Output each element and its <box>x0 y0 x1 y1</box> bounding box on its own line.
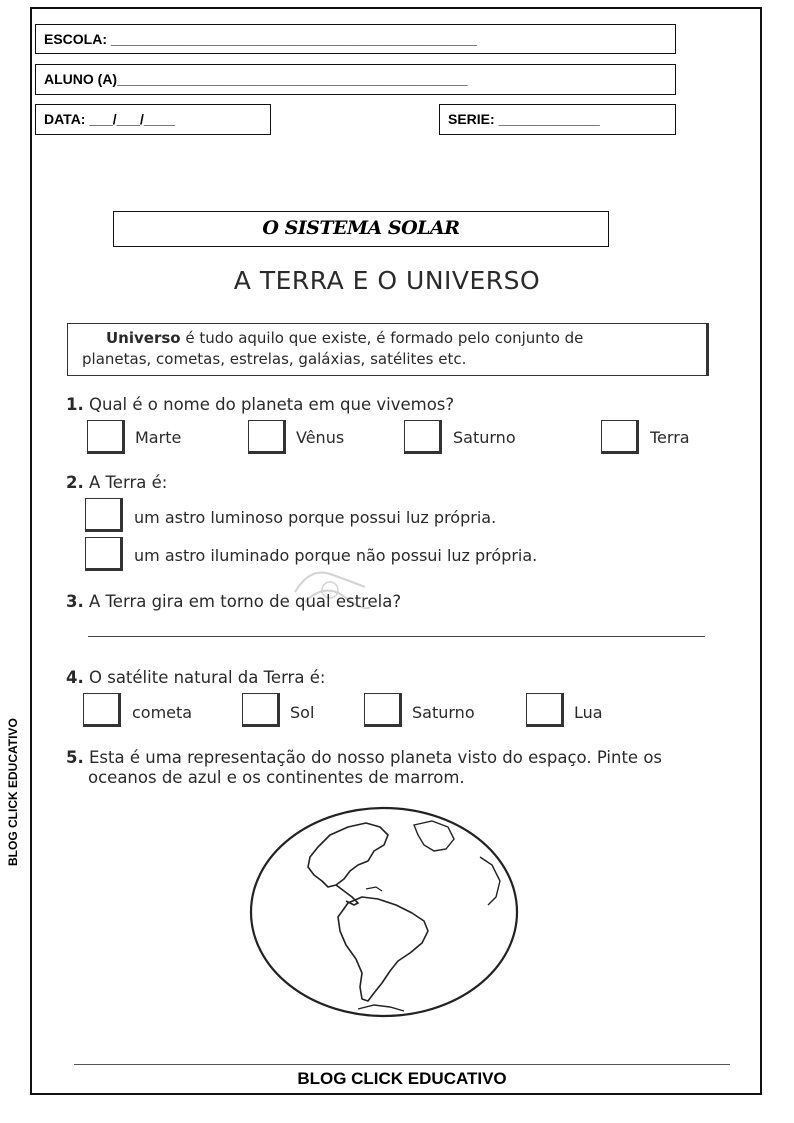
aluno-field[interactable] <box>35 64 676 95</box>
worksheet-subtitle: A TERRA E O UNIVERSO <box>233 266 541 295</box>
question-1-number: 1. <box>66 395 84 414</box>
q4-option-lua: Lua <box>574 703 603 722</box>
definition-box <box>67 323 709 376</box>
q2-checkbox-iluminado[interactable] <box>85 537 123 571</box>
question-5 <box>66 748 662 767</box>
q3-answer-line[interactable] <box>88 636 705 637</box>
q2-option-luminoso: um astro luminoso porque possui luz própria. <box>134 508 497 527</box>
q1-option-marte: Marte <box>135 428 182 447</box>
worksheet-title: O SISTEMA SOLAR <box>113 211 609 247</box>
serie-field[interactable] <box>439 104 676 135</box>
q4-option-cometa: cometa <box>132 703 193 722</box>
q1-option-saturno: Saturno <box>453 428 516 447</box>
q1-checkbox-venus[interactable] <box>248 420 286 454</box>
question-5-text-line1: Esta é uma representação do nosso planeta visto do espaço. Pinte os <box>83 748 663 767</box>
question-3-text: A Terra gira em torno de qual estrela? <box>83 592 402 611</box>
question-3-number: 3. <box>66 592 84 611</box>
question-1 <box>66 395 454 414</box>
question-2-text: A Terra é: <box>83 473 168 492</box>
q4-option-sol: Sol <box>290 703 315 722</box>
serie-label: SERIE: _____________ <box>448 111 600 127</box>
data-label: DATA: ___/___/____ <box>44 111 175 127</box>
q1-option-venus: Vênus <box>296 428 345 447</box>
escola-field[interactable] <box>35 24 676 54</box>
q1-option-terra: Terra <box>650 428 690 447</box>
q4-option-saturno: Saturno <box>412 703 475 722</box>
question-4-text: O satélite natural da Terra é: <box>83 668 326 687</box>
earth-globe-drawing[interactable] <box>248 805 520 1019</box>
q4-checkbox-cometa[interactable] <box>83 693 121 727</box>
q1-checkbox-marte[interactable] <box>87 420 125 454</box>
question-5-number: 5. <box>66 748 84 767</box>
question-4-number: 4. <box>66 668 84 687</box>
question-4 <box>66 668 325 687</box>
side-watermark: BLOG CLICK EDUCATIVO <box>6 718 20 866</box>
footer-brand: BLOG CLICK EDUCATIVO <box>297 1069 507 1088</box>
q2-option-iluminado: um astro iluminado porque não possui luz própria. <box>134 546 538 565</box>
definition-line1: é tudo aquilo que existe, é formado pelo conjunto de <box>180 329 584 347</box>
data-field[interactable] <box>35 104 271 135</box>
question-2-number: 2. <box>66 473 84 492</box>
q4-checkbox-saturno[interactable] <box>364 693 402 727</box>
question-1-text: Qual é o nome do planeta em que vivemos? <box>83 395 455 414</box>
q4-checkbox-sol[interactable] <box>242 693 280 727</box>
question-3 <box>66 592 401 611</box>
definition-line2: planetas, cometas, estrelas, galáxias, satélites etc. <box>82 350 467 368</box>
q1-checkbox-terra[interactable] <box>601 420 639 454</box>
aluno-label: ALUNO (A)_____________________________________________ <box>44 71 468 87</box>
question-2 <box>66 473 167 492</box>
footer-divider <box>74 1064 730 1065</box>
escola-label: ESCOLA: _______________________________________________ <box>44 31 477 47</box>
q1-checkbox-saturno[interactable] <box>404 420 442 454</box>
q2-checkbox-luminoso[interactable] <box>85 498 123 532</box>
q4-checkbox-lua[interactable] <box>526 693 564 727</box>
question-5-line2: oceanos de azul e os continentes de marrom. <box>88 768 465 787</box>
definition-term: Universo <box>106 329 181 347</box>
